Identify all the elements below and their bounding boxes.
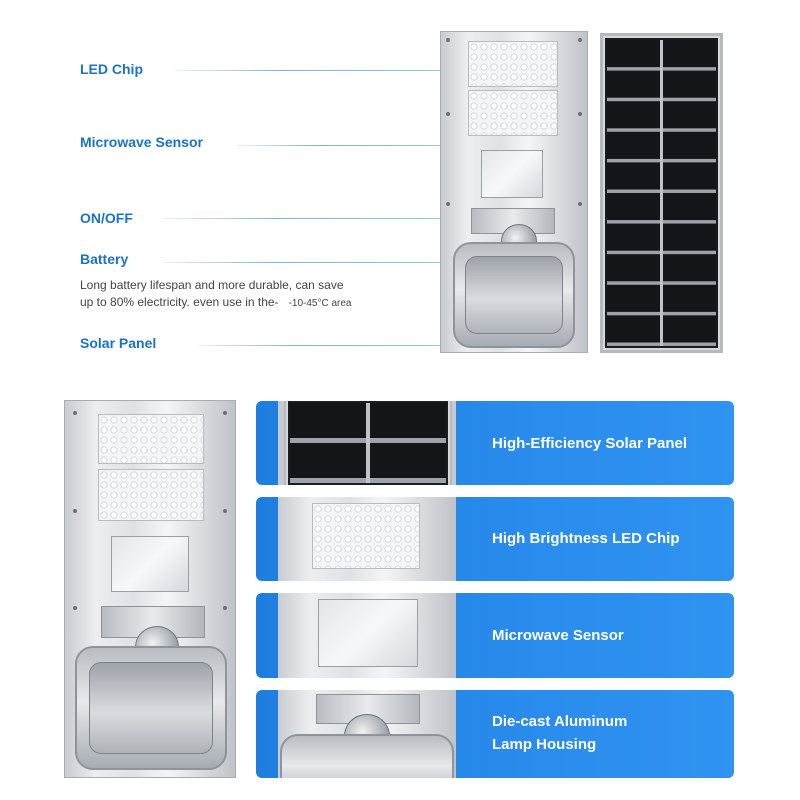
feature-thumb-solar-panel [278, 401, 456, 485]
feature-card-lamp-housing [256, 690, 734, 778]
leader-line-microwave-sensor [236, 145, 440, 146]
solar-cells-grid [607, 40, 716, 346]
rivet [578, 112, 582, 116]
feature-label-lamp-housing-line-1: Die-cast Aluminum [492, 713, 628, 730]
battery-description-line-2: up to 80% electricity. even use in the- [80, 295, 279, 309]
feature-thumb-lamp-housing [278, 690, 456, 778]
rivet [578, 202, 582, 206]
lamp-housing-closeup [280, 734, 454, 778]
leader-line-on-off [163, 218, 440, 219]
battery-housing [453, 242, 575, 348]
rivet [446, 202, 450, 206]
callout-microwave-sensor: Microwave Sensor [80, 134, 203, 150]
leader-line-led-chip [175, 70, 440, 71]
battery-housing-inner [465, 256, 563, 334]
led-chip-module [468, 41, 558, 87]
feature-label-led-chip: High Brightness LED Chip [492, 530, 680, 547]
rivet [578, 38, 582, 42]
callout-on-off: ON/OFF [80, 210, 133, 226]
feature-card-solar-panel [256, 401, 734, 485]
rivet [223, 411, 227, 415]
solar-panel-closeup [284, 401, 452, 485]
leader-line-solar-panel [198, 345, 440, 346]
rivet [223, 606, 227, 610]
lamp-body-front [440, 31, 588, 353]
led-chip-module [98, 414, 204, 464]
feature-label-solar-panel: High-Efficiency Solar Panel [492, 435, 688, 452]
solar-panel-top [600, 33, 723, 353]
rivet [446, 112, 450, 116]
solar-cells-grid [290, 403, 446, 483]
battery-housing [75, 646, 227, 770]
led-chip-module [468, 90, 558, 136]
rivet [223, 509, 227, 513]
feature-thumb-led-chip [278, 497, 456, 581]
feature-label-lamp-housing-line-2: Lamp Housing [492, 736, 597, 753]
rivet [73, 509, 77, 513]
led-chip-closeup [312, 503, 420, 569]
microwave-sensor-box [481, 150, 543, 198]
microwave-sensor-box [111, 536, 189, 592]
rivet [73, 411, 77, 415]
battery-description [80, 277, 352, 312]
microwave-sensor-closeup [318, 599, 418, 667]
callout-solar-panel: Solar Panel [80, 335, 157, 351]
lamp-body-front-large [64, 400, 236, 778]
battery-temperature-range: -10-45°C area [288, 298, 352, 309]
feature-card-led-chip [256, 497, 734, 581]
callout-battery: Battery [80, 251, 129, 267]
battery-description-line-1: Long battery lifespan and more durable, can save [80, 278, 344, 292]
rivet [73, 606, 77, 610]
feature-thumb-microwave-sensor [278, 593, 456, 678]
feature-label-lamp-housing [492, 710, 627, 756]
led-chip-module [98, 469, 204, 521]
leader-line-battery [163, 262, 440, 263]
rivet [446, 38, 450, 42]
battery-housing-inner [89, 662, 213, 754]
feature-card-microwave-sensor [256, 593, 734, 678]
callout-led-chip: LED Chip [80, 61, 143, 77]
feature-label-microwave-sensor: Microwave Sensor [492, 627, 624, 644]
